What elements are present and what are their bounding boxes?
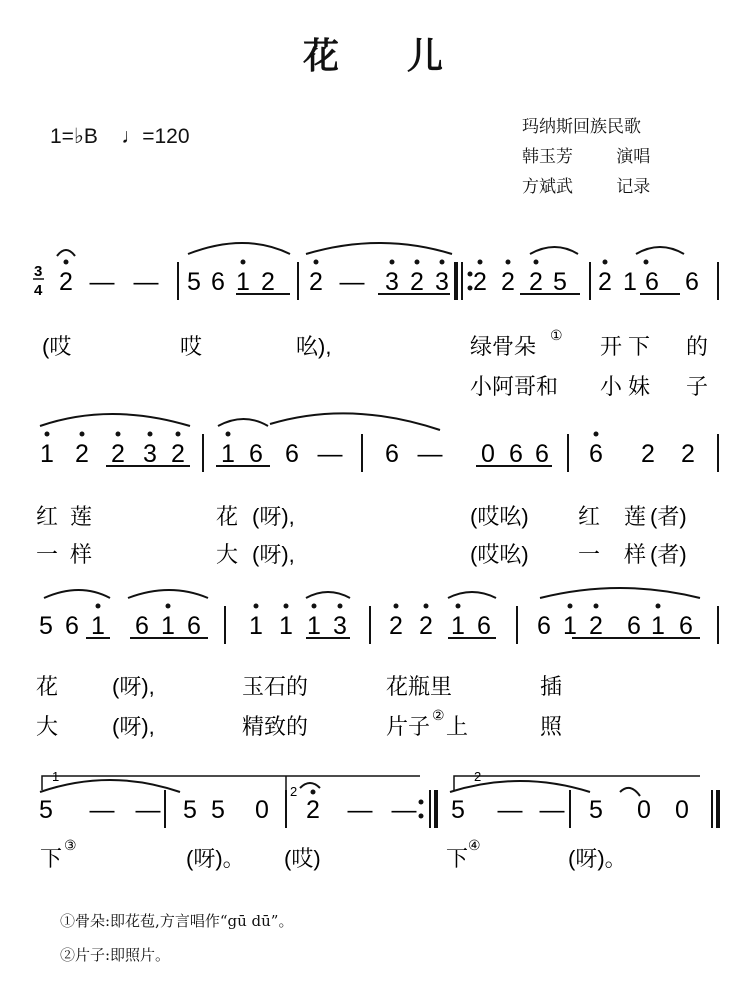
lyric: 照: [540, 714, 563, 739]
time-sig-top: 3: [34, 263, 43, 280]
key-signature: 1=♭B: [50, 125, 98, 148]
note-glyph: 6: [135, 612, 149, 640]
lyric: 开: [600, 334, 623, 359]
note-glyph: 2: [111, 440, 125, 468]
lyric: 小阿哥和: [470, 374, 559, 399]
upper-octave-dot: [148, 432, 153, 437]
note-glyph: 6: [627, 612, 641, 640]
slur: [540, 588, 700, 598]
note-glyph: 6: [477, 612, 491, 640]
lyric: 莲: [624, 504, 647, 529]
upper-octave-dot: [506, 260, 511, 265]
upper-octave-dot: [241, 260, 246, 265]
upper-octave-dot: [176, 432, 181, 437]
lyric: 小: [600, 374, 623, 399]
fermata: [300, 783, 320, 788]
lyric: 下: [446, 846, 469, 871]
note-glyph: 6: [679, 612, 693, 640]
note-glyph: 6: [187, 612, 201, 640]
lyric: (呀)。: [568, 846, 627, 871]
lyric: 绿骨朵: [470, 334, 537, 359]
upper-octave-dot: [64, 260, 69, 265]
note-glyph: 0: [481, 440, 495, 468]
note-glyph: —: [497, 796, 523, 824]
note-glyph: 6: [211, 268, 225, 296]
upper-octave-dot: [314, 260, 319, 265]
tempo-marking: =120: [142, 125, 190, 148]
note-glyph: 6: [385, 440, 399, 468]
note-glyph: 0: [675, 796, 689, 824]
repeat-dot: [468, 272, 473, 277]
note-glyph: 6: [645, 268, 659, 296]
note-glyph: 1: [623, 268, 637, 296]
breath-mark: [620, 788, 640, 796]
lyric: 的: [686, 334, 709, 359]
lyric: 一: [578, 542, 601, 567]
lyric: 花: [36, 674, 59, 699]
footnote-ref: ①: [550, 327, 563, 343]
note-glyph: 2: [59, 268, 73, 296]
note-glyph: 5: [589, 796, 603, 824]
note-glyph: —: [539, 796, 565, 824]
footnotes: [60, 904, 293, 972]
title-char-1: 花: [302, 36, 343, 77]
upper-octave-dot: [284, 604, 289, 609]
slur: [448, 592, 496, 598]
note-glyph: 1: [91, 612, 105, 640]
time-sig-bottom: 4: [34, 282, 43, 299]
footnote-ref: ②: [432, 707, 445, 723]
volta-2-alt-number: 2: [290, 784, 298, 799]
lyric: 片子: [386, 714, 431, 739]
note-glyph: —: [317, 440, 343, 468]
note-glyph: 2: [75, 440, 89, 468]
singer-role: 演唱: [616, 147, 651, 167]
tie: [270, 413, 440, 430]
note-glyph: 6: [589, 440, 603, 468]
note-glyph: —: [339, 268, 365, 296]
note-glyph: —: [135, 796, 161, 824]
lyric: (哎吆): [470, 504, 529, 529]
note-glyph: 6: [65, 612, 79, 640]
note-glyph: 2: [589, 612, 603, 640]
upper-octave-dot: [311, 790, 316, 795]
note-glyph: 2: [501, 268, 515, 296]
footnote-2: ②片子:即照片。: [60, 946, 171, 964]
lyric: 样: [70, 542, 93, 567]
lyric: 哎: [180, 334, 203, 359]
note-glyph: 0: [637, 796, 651, 824]
note-glyph: 1: [221, 440, 235, 468]
note-glyph: 6: [537, 612, 551, 640]
lyric: 大: [36, 714, 59, 739]
tie: [40, 780, 180, 792]
note-glyph: 2: [529, 268, 543, 296]
note-glyph: 2: [309, 268, 323, 296]
upper-octave-dot: [456, 604, 461, 609]
slur: [44, 590, 110, 598]
note-glyph: 1: [161, 612, 175, 640]
note-glyph: 5: [39, 796, 53, 824]
lyric: 红: [36, 504, 59, 529]
lyric: (呀),: [112, 674, 155, 699]
lyric: 妹: [628, 374, 651, 399]
note-glyph: —: [133, 268, 159, 296]
note-glyph: 1: [451, 612, 465, 640]
footnote-ref: ④: [468, 837, 481, 853]
upper-octave-dot: [568, 604, 573, 609]
singer-name: 韩玉芳: [522, 147, 573, 167]
recorder-name: 方斌武: [522, 177, 573, 197]
note-glyph: 1: [236, 268, 250, 296]
upper-octave-dot: [656, 604, 661, 609]
note-glyph: 6: [685, 268, 699, 296]
note-glyph: 5: [39, 612, 53, 640]
lyric: (哎): [284, 846, 321, 871]
note-glyph: 1: [279, 612, 293, 640]
recorder-role: 记录: [616, 177, 651, 197]
note-glyph: 2: [261, 268, 275, 296]
lyric: 大: [216, 542, 239, 567]
upper-octave-dot: [254, 604, 259, 609]
slur: [218, 419, 268, 426]
upper-octave-dot: [594, 604, 599, 609]
upper-octave-dot: [478, 260, 483, 265]
note-glyph: 6: [249, 440, 263, 468]
slur: [40, 414, 190, 426]
upper-octave-dot: [338, 604, 343, 609]
upper-octave-dot: [644, 260, 649, 265]
note-glyph: 1: [249, 612, 263, 640]
upper-octave-dot: [424, 604, 429, 609]
upper-octave-dot: [603, 260, 608, 265]
lyric: 花瓶里: [386, 674, 453, 699]
note-glyph: 1: [563, 612, 577, 640]
note-glyph: 2: [419, 612, 433, 640]
upper-octave-dot: [96, 604, 101, 609]
slur: [306, 243, 452, 254]
lyric: (呀)。: [186, 846, 245, 871]
upper-octave-dot: [390, 260, 395, 265]
volta-1-number: 1: [52, 769, 60, 784]
note-glyph: 2: [681, 440, 695, 468]
upper-octave-dot: [116, 432, 121, 437]
note-glyph: 6: [535, 440, 549, 468]
lyric: 上: [446, 714, 469, 739]
note-glyph: 5: [211, 796, 225, 824]
note-glyph: 5: [187, 268, 201, 296]
note-glyph: 0: [255, 796, 269, 824]
note-glyph: 5: [183, 796, 197, 824]
note-glyph: 2: [598, 268, 612, 296]
lyric: 下: [40, 846, 63, 871]
lyric: 莲: [70, 504, 93, 529]
lyric: 插: [540, 674, 563, 699]
lyric: (呀),: [252, 504, 295, 529]
repeat-dot: [419, 814, 424, 819]
genre: 玛纳斯回族民歌: [522, 117, 641, 137]
note-glyph: 2: [171, 440, 185, 468]
slur: [306, 592, 350, 598]
footnote-ref: ③: [64, 837, 77, 853]
upper-octave-dot: [534, 260, 539, 265]
lyric: (呀),: [112, 714, 155, 739]
title-char-2: 儿: [407, 36, 448, 77]
footnote-1: ①骨朵:即花苞,方言唱作“gū dū”。: [60, 912, 294, 930]
upper-octave-dot: [440, 260, 445, 265]
lyric: 子: [686, 374, 709, 399]
slur: [636, 247, 684, 254]
lyric: 一: [36, 542, 59, 567]
volta-2-number: 2: [474, 769, 482, 784]
lyric: 红: [578, 504, 601, 529]
note-glyph: 2: [473, 268, 487, 296]
note-glyph: —: [89, 796, 115, 824]
upper-octave-dot: [166, 604, 171, 609]
note-glyph: 6: [285, 440, 299, 468]
slur: [128, 590, 208, 598]
upper-octave-dot: [80, 432, 85, 437]
upper-octave-dot: [312, 604, 317, 609]
lyric: (呀),: [252, 542, 295, 567]
lyric: (哎: [42, 334, 72, 359]
note-glyph: —: [89, 268, 115, 296]
note-glyph: 1: [651, 612, 665, 640]
slur: [530, 247, 578, 254]
upper-octave-dot: [45, 432, 50, 437]
quarter-note-icon: ♩: [121, 125, 143, 148]
volta-1-bracket: [42, 776, 420, 790]
upper-octave-dot: [226, 432, 231, 437]
note-glyph: 2: [306, 796, 320, 824]
lyric: (哎吆): [470, 542, 529, 567]
upper-octave-dot: [415, 260, 420, 265]
lyric: 玉石的: [242, 674, 309, 699]
note-glyph: 3: [385, 268, 399, 296]
lyric: 样: [624, 542, 647, 567]
lyrics-layer: [36, 327, 708, 871]
note-glyph: 2: [389, 612, 403, 640]
lyric: 花: [216, 504, 239, 529]
note-glyph: 2: [410, 268, 424, 296]
lyric: 下: [628, 334, 651, 359]
repeat-dot: [419, 800, 424, 805]
slur: [188, 243, 290, 254]
lyric: (者): [650, 504, 687, 529]
note-glyph: 3: [333, 612, 347, 640]
upper-octave-dot: [594, 432, 599, 437]
fermata: [57, 250, 75, 256]
note-glyph: 3: [143, 440, 157, 468]
upper-octave-dot: [394, 604, 399, 609]
note-glyph: —: [391, 796, 417, 824]
note-glyph: 1: [40, 440, 54, 468]
note-glyph: 5: [451, 796, 465, 824]
repeat-dot: [468, 286, 473, 291]
lyric: 精致的: [242, 714, 309, 739]
note-glyph: 1: [307, 612, 321, 640]
note-glyph: 3: [435, 268, 449, 296]
note-glyph: 6: [509, 440, 523, 468]
note-glyph: —: [417, 440, 443, 468]
note-glyph: 5: [553, 268, 567, 296]
lyric: (者): [650, 542, 687, 567]
lyric: 吆),: [296, 334, 332, 359]
note-glyph: —: [347, 796, 373, 824]
note-glyph: 2: [641, 440, 655, 468]
